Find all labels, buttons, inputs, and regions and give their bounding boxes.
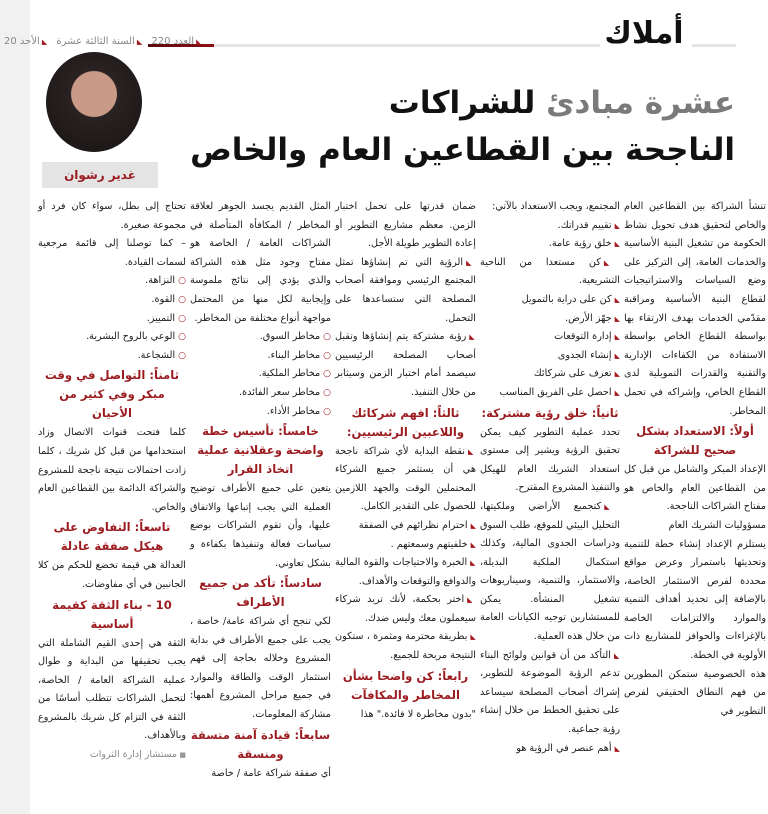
circle-bullet-item: ○ التمييز.: [38, 310, 186, 329]
header-rule-right: [692, 44, 736, 47]
section-heading: 10 - بناء الثقة كقيمة أساسية: [52, 597, 172, 631]
bullet-item: ◣ كن على دراية بالتمويل: [480, 291, 620, 310]
author-name: غدير رشوان: [42, 162, 158, 188]
article-title: [190, 80, 735, 174]
paragraph: الثقة هي إحدى القيم الشاملة التي يجب تحقيقها من البداية و طوال عملية الشراكة العامة / الخاصة، لتحمل الشراكات تتطلب أساسًا من الثقة في التزام كل شريك بالمشروع وبالأهداف.: [38, 637, 186, 742]
bullet-item: ◣ الخبرة والاحتياجات والقوة المالية والدوافع والتوقعات والأهداف.: [335, 554, 476, 591]
page-margin-strip: [0, 0, 30, 814]
section-heading: أولاً: الاستعداد بشكل صحيح للشراكة: [636, 424, 754, 458]
title-grey-part: عشرة مبادئ: [546, 85, 735, 121]
bullet-item: ◣ نقطة البداية لأي شراكة ناجحة هي أن يستثمر جميع الشركاء المحتملين الوقت والجهد اللازمين للحصول على التقدير الكامل.: [335, 443, 476, 517]
issue-number: العدد 220: [151, 36, 195, 47]
paragraph: تنشأ الشراكة بين القطاعين العام والخاص لتحقيق هدف تحويل نشاط الحكومة من تشغيل البنية الأساسية والخدمات العامة، إلى التركيز على وضع السياسات والاستراتيجيات لقطاع البنية الأساسية ومراقبة مقدّمي الخدمات بهدف الارتقاء بها بواسطة القطاع الخاص بواسطة الاستفادة من الكفاءات الإدارية والتقنية والقدرات التمويلية لدى القطاع الخاص، وإشراكه في تحمل المخاطر.: [624, 201, 766, 417]
paragraph: يتعين على جميع الأطراف توضيح العملية التي يجب إتباعها والاتفاق عليها، وأن تقوم الشراكات بوضع سياسات فعالة وتنفيذها بكفاءة و بشكل تعاوني.: [190, 483, 331, 569]
author-footnote: ■ مستشار إدارة الثروات: [38, 746, 186, 765]
article-column-4: [190, 198, 331, 783]
circle-bullet-item: ○ مخاطر الملكية.: [190, 365, 331, 384]
issue-date: الأحد 20: [4, 36, 40, 47]
issue-meta: [0, 36, 201, 47]
paragraph: تحدد عملية التطوير كيف يمكن تحقيق الرؤية ويشير إلى مستوى استعداد الشريك العام للهيكل والتنفيذ المشروع المقترح.: [480, 426, 620, 494]
circle-bullet-item: ○ الوعي بالروح البشرية.: [38, 328, 186, 347]
section-heading: ثانياً: خلق رؤية مشتركة:: [481, 405, 619, 420]
section-heading: رابعاً: كن واضحا بشأن المخاطر والمكافآت: [342, 668, 469, 702]
paragraph: كلما فتحت قنوات الاتصال وزاد استخدامها من قبل كل شريك ، كلما زادت احتمالات نتيجة ناجحة للمشروع والشراكة الدائمة بين القطاعين العام والخاص.: [38, 427, 186, 513]
bullet-item: ◣ كن مستعدا من الناحية التشريعية.: [480, 254, 620, 291]
bullet-item: ◣ التأكد من أن قوانين ولوائح البناء تدعم الرؤية الموضوعة للتطوير، إشراك أصحاب المصلحة سيساعد على تحقيق الخطط من خلال إنشاء رؤية جماعية.: [480, 647, 620, 740]
paragraph: العدالة هي قيمة تخضع للحكم من كلا الجانبين في أي مفاوضات.: [38, 560, 186, 590]
bullet-item: ◣ أهم عنصر في الرؤية هو: [480, 740, 620, 759]
paragraph: أي صفقة شراكة عامة / خاصة: [211, 767, 331, 779]
paragraph: الإعداد المبكر والشامل من قبل كل من القطاعين العام والخاص هو مفتاح الشراكات الناجحة.: [624, 464, 766, 513]
bullet-item: ◣ احصل على الفريق المناسب: [480, 384, 620, 403]
marker-icon: ◣: [196, 38, 202, 46]
paragraph: لكي تنجح أي شراكة عامة/ خاصة ، يجب على جميع الأطراف في بداية المشروع وخلاله بحاجة إلى فهم استثمار الوقت والطاقة والموارد في جميع مراحل المشروع أهمها: مشاركة المعلومات.: [190, 616, 331, 721]
circle-bullet-item: ○ مخاطر الأداء.: [190, 403, 331, 422]
issue-year: السنة الثالثة عشرة: [56, 36, 135, 47]
circle-bullet-item: ○ مخاطر البناء.: [190, 347, 331, 366]
bullet-item: ◣ إنشاء الجدوى: [480, 347, 620, 366]
circle-bullet-item: ○ مخاطر السوق.: [190, 328, 331, 347]
paragraph: المجتمع، ويجب الاستعداد بالآتي:: [492, 201, 620, 212]
article-column-3: [335, 198, 476, 724]
paragraph: "بدون مخاطرة لا فائدة." هذا: [360, 708, 476, 720]
bullet-item: ◣ خلق رؤية عامة.: [480, 235, 620, 254]
bullet-item: ◣ الرؤية التي تم إنشاؤها تمثل المجتمع الرئيسي وموافقة أصحاب المصلحة التي ستساعدها على التحمل.: [335, 254, 476, 328]
article-column-2: [480, 198, 620, 758]
bullet-item: ◣ جهّز الأرض.: [480, 310, 620, 329]
article-column-5: [38, 198, 186, 765]
paragraph: المثل القديم يجسد الجوهر لعلاقة المخاطر / المكافأة المتأصلة في الشراكات العامة / الخاصة هو مفتاح وجود مثل هذه الشراكة والذي يؤدي إلى نتائج ملموسة وإيجابية لكل منها من المحتمل مواجهة أنواع مختلفة من المخاطر.: [190, 201, 331, 324]
paragraph: هذه الخصوصية ستمكن المطورين من فهم النطاق الحقيقي لفرص التطوير في: [624, 668, 766, 717]
marker-icon: ◣: [136, 38, 143, 46]
paragraph: تحتاج إلى بطل، سواء كان فرد أو مجموعة صغيرة.: [38, 201, 186, 231]
bullet-item: ◣ رؤية مشتركة يتم إنشاؤها وتقبل أصحاب المصلحة الرئيسيين سيصمد أمام اختبار الزمن وسيثابر من خلال التنفيذ.: [335, 328, 476, 402]
bullet-item: ◣ احترام نظرائهم في الصفقة: [335, 517, 476, 536]
author-photo: [46, 52, 142, 152]
section-heading: ثامناً: التواصل في وقت مبكر وفي كثير من الأحيان: [45, 368, 179, 421]
circle-bullet-item: ○ الشجاعة.: [38, 347, 186, 366]
circle-bullet-item: ○ القوة.: [38, 291, 186, 310]
paragraph: مسؤوليات الشريك العام: [668, 519, 766, 531]
circle-bullet-item: ○ النزاهة.: [38, 272, 186, 291]
title-line-2: الناجحة بين القطاعين العام والخاص: [190, 132, 735, 168]
bullet-item: ◣ تقييم قدراتك.: [480, 217, 620, 236]
title-dark-part: للشراكات: [388, 85, 536, 121]
paragraph: – كما توصلنا إلى قائمة مرجعية لسمات القيادة.: [38, 238, 186, 268]
section-heading: تاسعاً: التفاوض على هيكل صفقة عادلة: [53, 520, 171, 554]
bullet-item: ◣ اختر بحكمة، لأنك تريد شركاء سيعملون معك وليس ضدك.: [335, 591, 476, 628]
section-heading: خامساً: تأسيس خطة واضحة وعقلانية عملية اتخاذ القرار: [197, 424, 324, 477]
marker-icon: ◣: [41, 38, 48, 46]
article-column-1: [624, 198, 766, 721]
paragraph: يستلزم الإعداد إنشاء خطة للتنمية وتحديثها باستمرار وعرض مواقع محددة لفرص الاستثمار الخاصة، بالإضافة إلى تحديد أهداف التنمية والموارد والالتزامات الخاصة بالإغراءات والحوافز للمشاريع ذات الأولوية في الخطة.: [624, 538, 766, 662]
bullet-item: ◣ كتجميع الأراضي وملكيتها، التحليل البيئي للموقع، طلب السوق ودراسات الجدوى المالية، وكذلك استكمال الملكية البديلة، والاستثمار، والتنمية، وسيناريوهات تشغيل المنشأة. يمكن للمستشارين توجيه الكيانات العامة من خلال هذه العملية.: [480, 498, 620, 647]
bullet-item: ◣ تعرف على شركائك: [480, 365, 620, 384]
bullet-item: ◣ بطريقة محترمة ومثمرة ، ستكون النتيجة مربحة للجميع.: [335, 628, 476, 665]
circle-bullet-item: ○ مخاطر سعر الفائدة.: [190, 384, 331, 403]
header-rule: [214, 44, 600, 47]
section-heading: ثالثاً: افهم شركائك واللاعبين الرئيسيين:: [346, 405, 465, 439]
section-heading: سادساً: تأكد من جميع الأطراف: [199, 576, 322, 610]
bullet-item: ◣ خلفيتهم وسمعتهم .: [335, 536, 476, 555]
magazine-logo: أملاك: [604, 16, 684, 51]
bullet-item: ◣ إدارة التوقعات: [480, 328, 620, 347]
paragraph: ضمان قدرتها على تحمل اختبار الزمن. معظم مشاريع التطوير أو إعادة التطوير طويلة الأجل.: [335, 201, 476, 250]
section-heading: سابعاً: قيادة آمنة متسقة ومنسقة: [190, 727, 331, 761]
